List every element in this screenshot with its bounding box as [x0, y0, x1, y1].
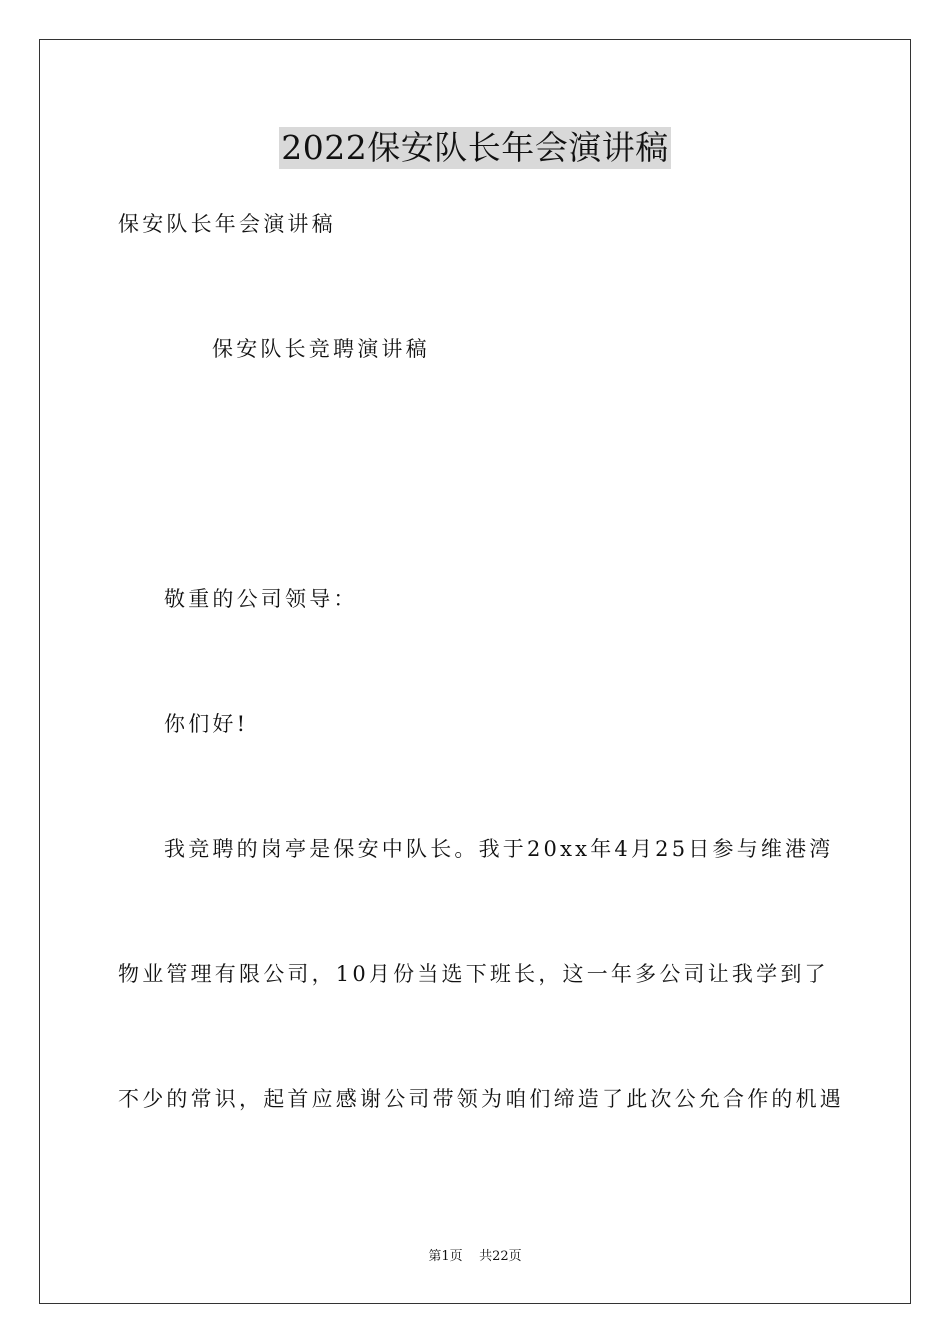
- paragraph-body-line: 物业管理有限公司，10月份当选下班长，这一年多公司让我学到了: [118, 962, 829, 986]
- page-total: 共22页: [479, 1249, 522, 1264]
- title-container: [0, 127, 950, 169]
- paragraph-body-line: 我竞聘的岗亭是保安中队长。我于20xx年4月25日参与维港湾: [164, 837, 834, 861]
- paragraph-salutation: 敬重的公司领导：: [164, 587, 358, 611]
- paragraph-heading: 保安队长年会演讲稿: [118, 212, 336, 236]
- paragraph-body-line: 不少的常识，起首应感谢公司带领为咱们缔造了此次公允合作的机遇: [118, 1087, 844, 1111]
- document-title: 2022保安队长年会演讲稿: [281, 128, 669, 167]
- paragraph-greeting: 你们好!: [164, 712, 249, 736]
- page-footer: [0, 1248, 950, 1266]
- page-number: 第1页: [428, 1249, 463, 1264]
- paragraph-subheading: 保安队长竞聘演讲稿: [212, 337, 430, 361]
